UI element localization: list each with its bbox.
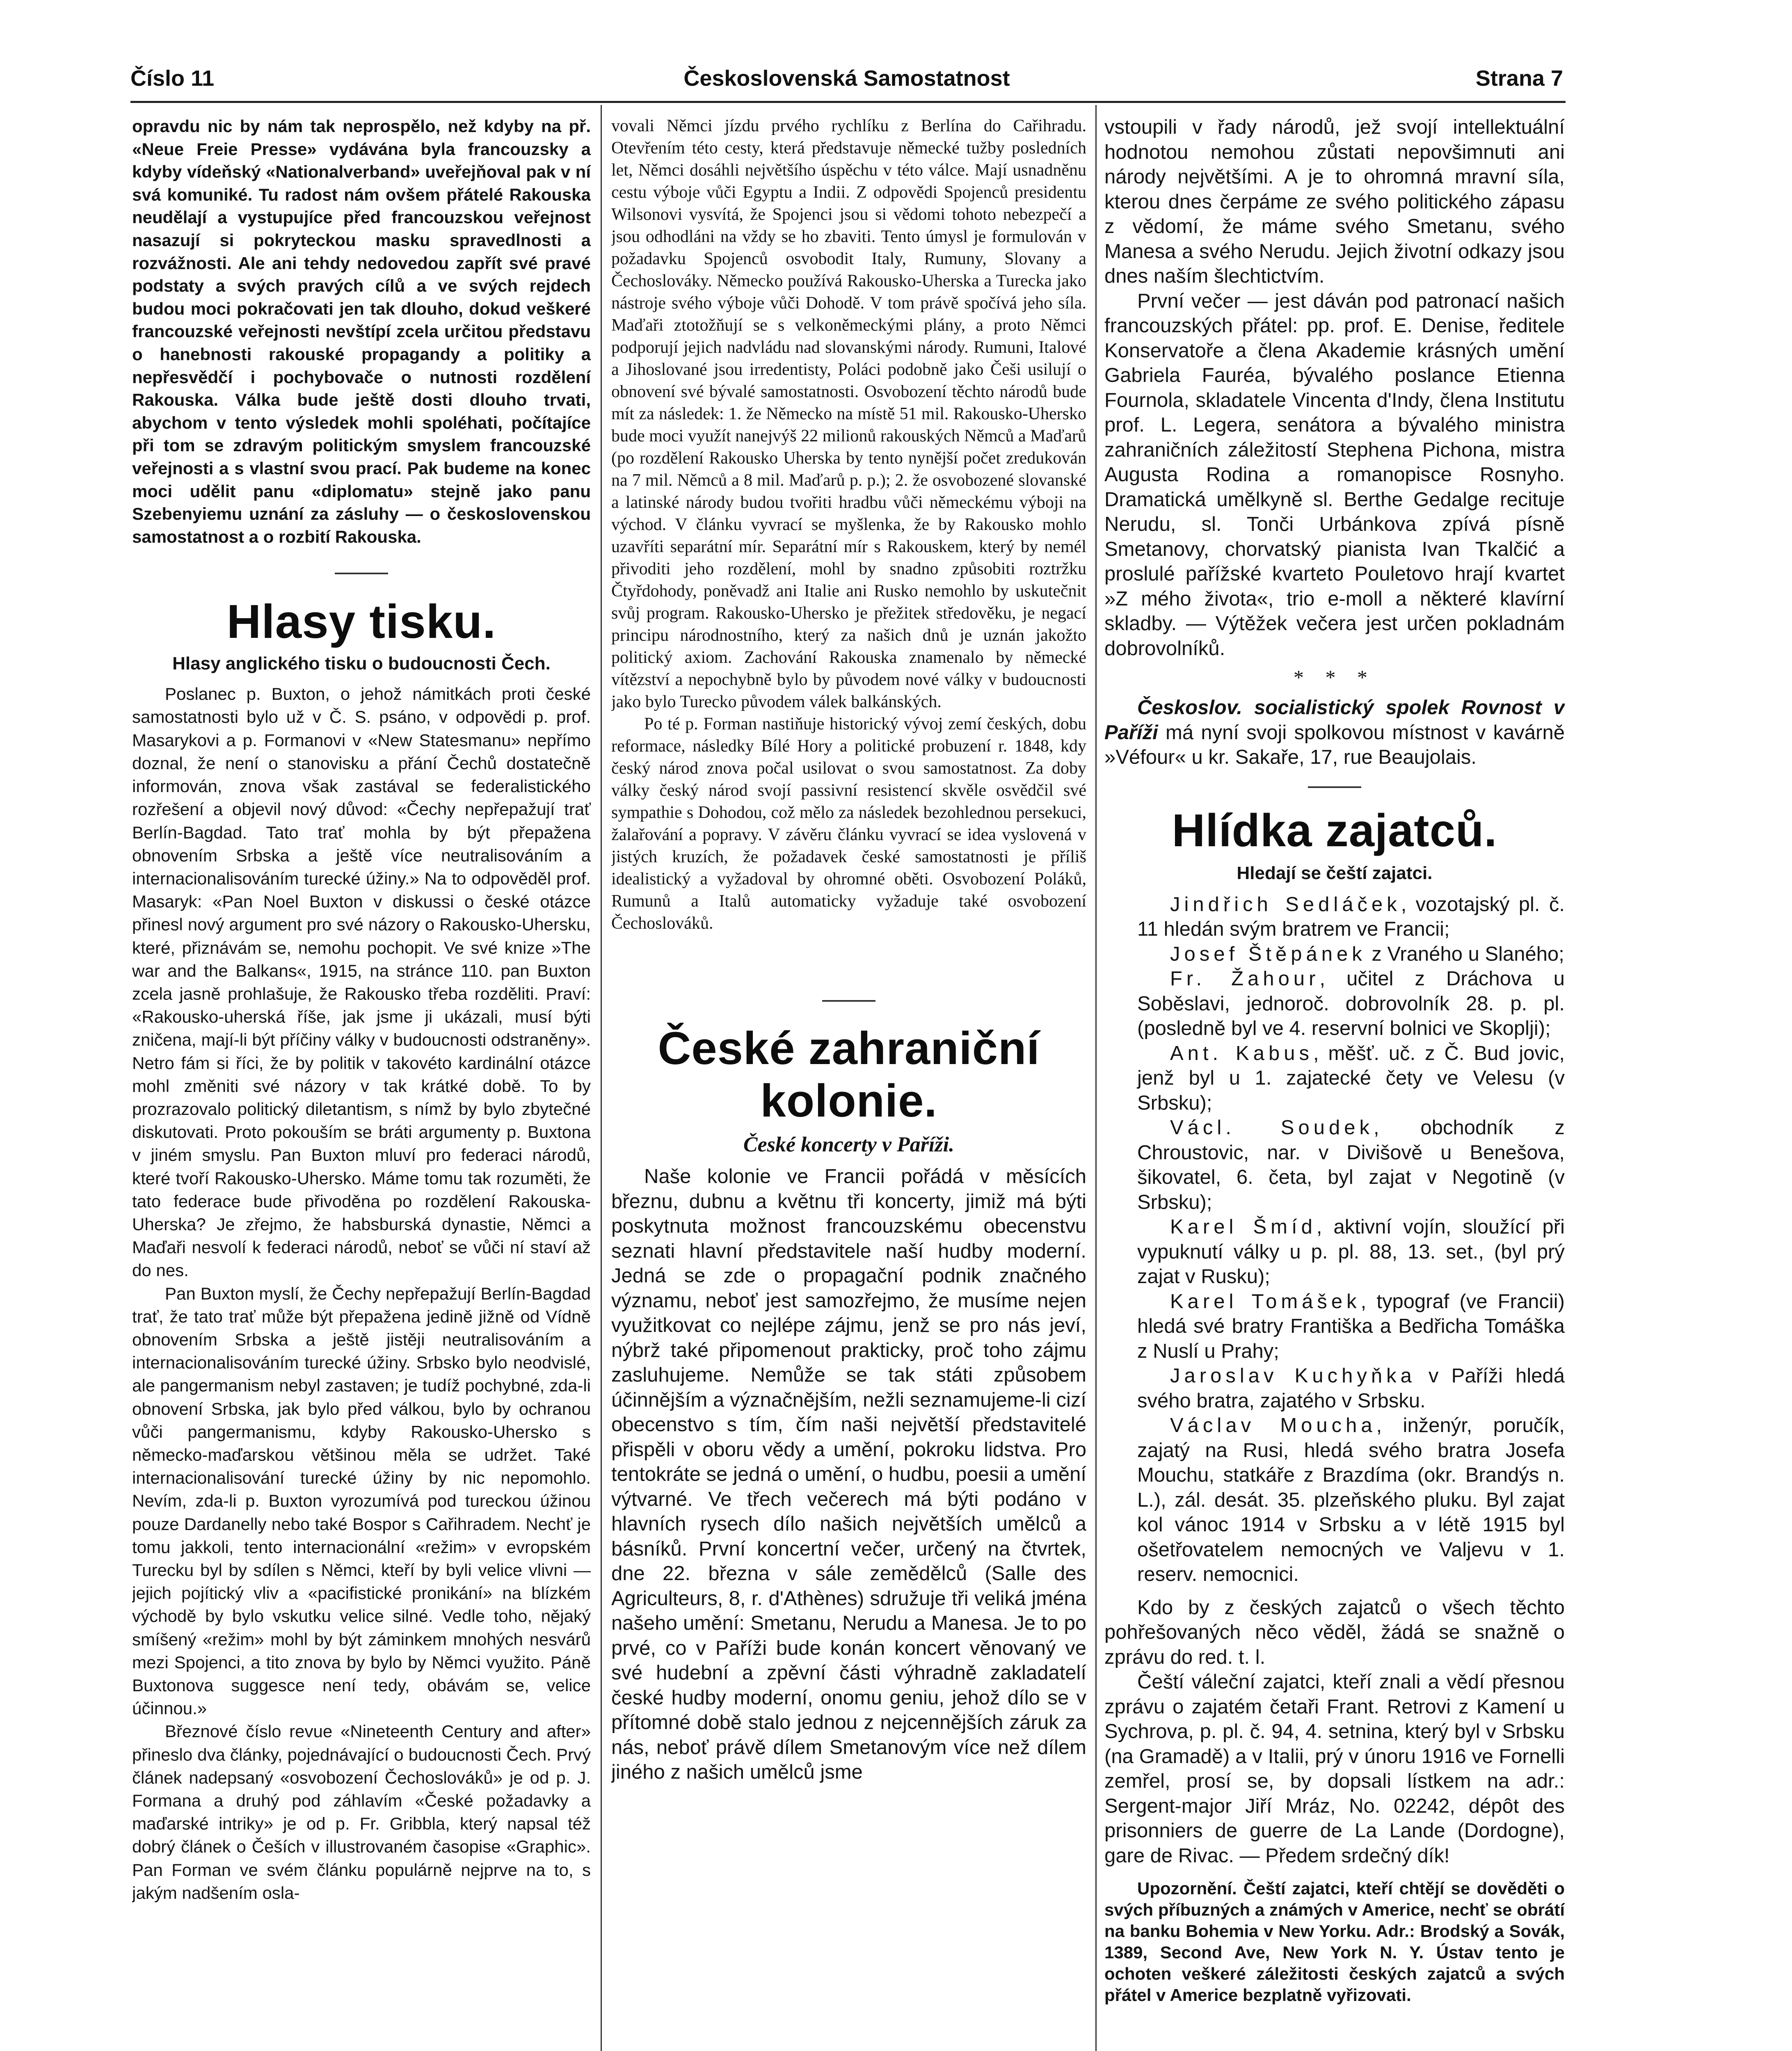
person-name: Fr. Žahour xyxy=(1170,968,1320,990)
item-text: v Paříži hledá svého bratra, zajatého v Srbsku. xyxy=(1137,1365,1565,1412)
item-text: , typograf (ve Francii) hledá své bratry Františka a Bedřicha Tomáška z Nuslí u Prahy; xyxy=(1137,1290,1565,1362)
paragraph xyxy=(1104,695,1565,770)
notice-label: Upozornění. xyxy=(1137,1879,1237,1898)
list-item xyxy=(1104,966,1565,1041)
section-subheadline: Hledají se čeští zajatci. xyxy=(1237,863,1433,883)
list-item xyxy=(1104,1413,1565,1587)
section-separator xyxy=(335,573,388,574)
page-header xyxy=(130,62,1563,99)
section-separator xyxy=(1308,786,1361,788)
society-name: Českoslov. socialistický spolek Rovnost v Paříži xyxy=(1104,697,1565,744)
paragraph: Březnové číslo revue «Nineteenth Century and after» přineslo dva články, pojednávající o budoucnosti Čech. Prvý článek nadepsaný «osvobození Čechoslováků» je od p. J. Formana a druhý pod záhlavím «České požadavky a maďarské intriky» je od p. Fr. Gribbla, který napsal též dobrý článek o Češích v illustrovaném časopise «Graphic». Pan Forman ve svém článku populárně nejprve na to, s jakým nadšením osla- xyxy=(132,1722,591,1903)
person-name: Karel Šmíd xyxy=(1170,1216,1317,1238)
header-rule xyxy=(130,101,1566,103)
column-2 xyxy=(611,115,1086,2051)
paragraph: Poslanec p. Buxton, o jehož námitkách proti české samostatnosti bylo už v Č. S. psáno, v odpovědi p. prof. Masarykovi a p. Formanovi v «New Statesmanu» nepřímo doznal, že není o stanovisku a přání Čechů dostatečně informován, znova však zastával se federalistického rozřešení a objevil nový důvod: «Čechy nepřepažují trať Berlín-Bagdad. Tato trať mohla by být přepažena obnovením Srbska a ještě více neutralisováním a internacionalisováním turecké úžiny.» Na to odpověděl prof. Masaryk: «Pan Noel Buxton v diskussi o české otázce přinesl nový argument pro své názory o Rakousko-Uhersku, které, přiznávám se, nemohu pochopit. Ve své knize »The war and the Balkans«, 1915, na stránce 110. pan Buxton zcela jasně prohlašuje, že Rakousko třeba rozděliti. Praví: «Rakousko-uherská říše, jak jsme ji ukázali, musí býti zničena, mají-li být příčiny války v budoucnosti odstraněny». Netro fám si říci, že by politik v takovéto kardinální otázce mohl změniti své názory v tak krátké době. To by prozrazovalo politický diletantism, s nímž by bylo zbytečné diskutovati. Proto pokouším se bráti argumenty p. Buxtona v jiném smyslu. Pan Buxton mluví pro federaci národů, které tvoří Rakousko-Uhersko. Máme tomu tak rozuměti, že tato federace bude přivoděna po rozdělení Rakouska-Uherska? Je zřejmo, že habsburská dynastie, Němci a Maďaři nesvolí k federaci národů, neboť se vůči ní staví až do nes. xyxy=(132,684,591,1280)
column-1 xyxy=(132,115,591,2051)
item-text: , aktivní vojín, sloužící při vypuknutí války u p. pl. 88, 13. set., (byl prý zajat v Rusku); xyxy=(1137,1216,1565,1288)
person-name: Josef Štěpánek xyxy=(1170,943,1366,965)
column-divider xyxy=(1095,105,1097,2051)
person-name: Jaroslav Kuchyňka xyxy=(1170,1365,1416,1387)
paragraph-text: má nyní svoji spolkovou místnost v kavárně »Véfour« u kr. Sakaře, 17, rue Beaujolais. xyxy=(1104,721,1565,768)
section-headline: České zahraniční kolonie. xyxy=(658,1023,1040,1126)
person-name: Václav Moucha xyxy=(1170,1414,1376,1437)
prisoner-list xyxy=(1104,892,1565,1868)
paragraph: První večer — jest dáván pod patronací našich francouzských přátel: pp. prof. E. Denise, ředitele Konservatoře a člena Akademie krásných umění Gabriela Fauréa, bývalého poslance Etienna Fournola, skladatele Vincenta d'Indy, člena Institutu prof. L. Legera, senátora a bývalého ministra zahraničních záležitostí Stephena Pichona, mistra Augusta Rodina a romanopisce Rosnyho. Dramatická umělkyně sl. Berthe Gedalge recituje Nerudu, sl. Tonči Urbánkova zpívá písně Smetanovy, chorvatský pianista Ivan Tkalčić a proslulé pařížské kvarteto Pouletovo hrají kvartet »Z mého života«, trio e-moll a některé klavírní skladby. — Výtěžek večera jest určen pokladnám dobrovolníků. xyxy=(1104,290,1565,660)
person-name: Jindřich Sedláček xyxy=(1170,893,1401,916)
paragraph: vovali Němci jízdu prvého rychlíku z Berlína do Cařihradu. Otevřením této cesty, která představuje německé tužby posledních let, Němci dosáhli největšího úspěchu v této válce. Mají usnadněnu cestu výboje vůči Egyptu a Indii. Z odpovědi Spojenců presidentu Wilsonovi vysvítá, že Spojenci jsou si vědomi tohoto nebezpečí a jsou odhodláni na vždy se ho zbaviti. Tento úmysl je formulován v požadavku Spojenců osvobodit Italy, Rumuny, Slovany a Čechoslováky. Německo používá Rakousko-Uherska a Turecka jako nástroje svého výboje vůči Dohodě. V tom právě spočívá jeho síla. Maďaři ztotožňují se s velkoněmeckými plány, a proto Němci podporují jejich nadvládu nad slovanskými národy. Rumuni, Italové a Jihoslované jsou irredentisty, Poláci podobně jako Češi usilují o obnovení své bývalé samostatnosti. Osvobození těchto národů bude mít za následek: 1. že Německo na místě 51 mil. Rakousko-Uhersko bude moci využít nanejvýš 22 milionů rakouských Němců a Maďarů (po rozdělení Rakousko Uherska by tento nynější počet zredukován na 7 mil. Němců a 8 mil. Maďarů p. p.); 2. že osvobozené slovanské a latinské národy budou tvořiti hradbu vůči německému výboji na východ. V článku vyvrací se myšlenka, že by Rakousko mohlo uzavříti separátní mír. Separátní mír s Rakouskem, který by nemél přivoditi jeho rozdělení, mohl by snadno způsobiti roztržku Čtyřdohody, poněvadž ani Italie ani Rusko nemohlo by uskutečnit svůj program. Rakousko-Uhersko je přežitek středověku, je negací principu národnostního, který za našich dnů je uznán jakožto politický axiom. Zachování Rakouska znamenalo by německé vítězství a nepochybně bylo by původem nové války v budoucnosti jako bylo Turecko původem válek balkánských. xyxy=(611,116,1086,711)
item-text: , inženýr, poručík, zajatý na Rusi, hledá svého bratra Josefa Mouchu, statkáře z Brazdíma (okr. Brandýs n. L.), zál. desát. 35. plzeňského pluku. Byl zajat kol vánoc 1914 v Srbsku a v létě 1915 byl ošetřovatelem nemocných ve Valjevu v 1. reserv. nemocnici. xyxy=(1137,1414,1565,1585)
section-headline: Hlasy tisku. xyxy=(226,595,496,649)
item-text: , měšť. uč. z Č. Bud jovic, jenž byl u 1. zajatecké čety ve Velesu (v Srbsku); xyxy=(1137,1042,1565,1114)
list-item xyxy=(1104,1289,1565,1364)
paragraph: vstoupili v řady národů, jež svojí intellektuální hodnotou nemohou zůstati nepovšimnuti ani národy největšími. A je to ohromná mravní síla, kterou dnes čerpáme ze svého politického zápasu z vědomí, že máme svého Smetanu, svého Manesa a svého Nerudu. Jejich životní odkazy jsou dnes naším šlechtictvím. xyxy=(1104,116,1565,287)
asterism: * * * xyxy=(1294,666,1376,689)
paragraph: Pan Buxton myslí, že Čechy nepřepažují Berlín-Bagdad trať, že tato trať může být přepažena jedině jižně od Vídně obnovením Srbska a ještě jistěji neutralisováním a internacionalisováním turecké úžiny. Srbsko bylo neodvislé, ale pangermanism nebyl zastaven; je tudíž pochybné, zda-li obnovení Srbska, jak bylo před válkou, bylo by ochranou vůči pangermanismu, kdyby Rakousko-Uhersko s německo-maďarskou většinou měla se udržet. Také internacionalisování turecké úžiny by nic nepomohlo. Nevím, zda-li p. Buxton vyrozumívá pod tureckou úžinou pouze Dardanelly nebo také Bospor s Cařihradem. Nechť je tomu jakkoli, tento internacionální «režim» v evropském Turecku byl by sdílen s Němci, kteří by byli velice vlivni — jejich pojítický vliv a «pacifistické pronikání» na blízkém východě by bylo vskutku velice silné. Vedle toho, nějaký smíšený «režim» mohl by být záminkem mnohých nesvárů mezi Spojenci, a tito znova by bylo by Němci využito. Páně Buxtonova suggesce není tedy, obávám se, velice účinnou.» xyxy=(132,1284,591,1718)
section-subheadline: Hlasy anglického tisku o budoucnosti Čech. xyxy=(172,653,551,674)
list-item xyxy=(1104,1041,1565,1116)
paragraph: Kdo by z českých zajatců o všech těchto pohřešovaných něco věděl, žádá se snažně o zprávu do red. t. l. xyxy=(1104,1596,1565,1668)
person-name: Ant. Kabus xyxy=(1170,1042,1313,1064)
page-number: Strana 7 xyxy=(1475,66,1563,91)
list-item xyxy=(1104,942,1565,967)
newspaper-title: Československá Samostatnost xyxy=(683,66,1010,91)
section-headline: Hlídka zajatců. xyxy=(1172,804,1497,856)
paragraph: Čeští váleční zajatci, kteří znali a vědí přesnou zprávu o zajatém četaři Frant. Retrovi z Kamení u Sychrova, p. pl. č. 94, 4. setnina, který byl v Srbsku (na Gramadě) a v Italii, prý v únoru 1916 ve Fornelli zemřel, prosí se, by dopsali lístkem na adr.: Sergent-major Jiří Mráz, No. 02242, dépôt des prisonniers de guerre de La Lande (Dordogne), gare de Rivac. — Předem srdečný dík! xyxy=(1104,1671,1565,1867)
person-name: Václ. Soudek xyxy=(1170,1117,1374,1139)
paragraph: Po té p. Forman nastiňuje historický vývoj zemí českých, dobu reformace, následky Bílé Hory a politické probuzení r. 1848, kdy český národ znova počal usilovat o svou samostatnost. Za doby války český národ svojí passivní resistencí skvěle osvědčil své sympathie s Dohodou, což mělo za následek bezohlednou persekuci, žalařování a popravy. V závěru článku vyvrací se idea vyslovená v jistých kruzích, že požadavek české samostatnosti je příliš idealistický a vyžadoval by ohromné oběti. Osvobození Poláků, Rumunů a Italů automaticky vyžaduje také osvobození Čechoslováků. xyxy=(611,715,1086,933)
issue-number: Číslo 11 xyxy=(130,66,215,91)
list-item xyxy=(1104,1364,1565,1413)
article-continuation: opravdu nic by nám tak neprospělo, než kdyby na př. «Neue Freie Presse» vydávána byla francouzsky a kdyby vídeňský «Nationalverband» uveřejňoval pak v ní svá komuniké. Tu radost nám ovšem přátelé Rakouska neudělají a vystupujíce před francouzskou veřejnost nasazují si pokryteckou masku spravedlnosti a rozvážnosti. Ale ani tehdy nedovedou zapřít své pravé podstaty a svých pravých cílů a ve svých rejdech budou moci pokračovati jen tak dlouho, dokud veškeré francouzské veřejnosti nevštípí zcela určitou představu o hanebnosti rakouské propagandy a politiky a nepřesvědčí i pochybovače o nutnosti rozdělení Rakouska. Válka bude ještě dosti dlouho trvati, abychom v tento výsledek mohli spoléhati, počítajíce při tom se zdravým politickým smyslem francouzské veřejnosti a s vlastní svou prací. Pak budeme na konec moci udělit panu «diplomatu» stejně jako panu Szebenyiemu uznání za zásluhy — o československou samostatnost a o rozbití Rakouska. xyxy=(132,116,591,546)
section-separator xyxy=(822,1000,875,1002)
item-text: , vozotajský pl. č. 11 hledán svým bratrem ve Francii; xyxy=(1137,893,1565,940)
list-item xyxy=(1104,1115,1565,1215)
notice-text: Čeští zajatci, kteří chtějí se dověděti o svých příbuzných a známých v Americe, nechť se obrátí na banku Bohemia v New Yorku. Adr.: Brodský a Sovák, 1389, Second Ave, New York N. Y. Ústav tento je ochoten veškeré záležitosti českých zajatců a svých přátel v Americe bezplatně vyřizovati. xyxy=(1104,1879,1565,2005)
paragraph: Naše kolonie ve Francii pořádá v měsících březnu, dubnu a květnu tři koncerty, jimiž má býti poskytnuta možnost francouzskému obecenstvu seznati hlavní představitele naší hudby moderní. Jedná se zde o propagační podnik značného významu, neboť jest samozřejmo, že musíme nejen využitkovat co nejlépe zájmu, jenž se pro nás jeví, nýbrž také připomenout prakticky, proč toho zájmu zasluhujeme. Nemůže se tak státi způsobem účinnějším a význačnějším, nežli seznamujeme-li cizí obecenstvo s tím, čím naši největší představitelé přispěli v oboru vědy a umění, pokroku lidstva. Pro tentokráte se jedná o umění, o hudbu, poesii a umění výtvarné. Ve třech večerech má býti podáno v hlavních rysech dílo našich největších umělců a básníků. První koncertní večer, určený na čtvrtek, dne 22. března v sále zemědělců (Salle des Agriculteurs, 8, r. d'Athènes) sdružuje tři veliká jména našeho umění: Smetanu, Nerudu a Manesa. Je to po prvé, co v Paříži bude konán koncert věnovaný ve své hudební a zpěvní části výhradně zakladatelí české hudby moderní, onomu geniu, jehož dílo se v přítomné době stalo jednou z nejcennějších záruk za nás, neboť právě dílem Smetanovým více než dílem jiného z našich umělců jsme xyxy=(611,1165,1086,1783)
column-3 xyxy=(1104,115,1565,2051)
person-name: Karel Tomášek xyxy=(1170,1290,1361,1313)
item-text: , obchodník z Chroustovic, nar. v Divišově u Benešova, šikovatel, 6. četa, byl zajat v Negotině (v Srbsku); xyxy=(1137,1117,1565,1213)
item-text: z Vraného u Slaného; xyxy=(1366,943,1564,965)
list-item xyxy=(1104,1215,1565,1289)
column-divider xyxy=(601,105,602,2051)
notice xyxy=(1104,1878,1565,2006)
list-item xyxy=(1104,892,1565,942)
item-text: , učitel z Dráchova u Soběslavi, jednoroč. dobrovolník 28. p. pl. (posledně byl ve 4. reservní bolnici ve Skoplji); xyxy=(1137,968,1565,1039)
section-subheadline: České koncerty v Paříži. xyxy=(743,1133,955,1156)
